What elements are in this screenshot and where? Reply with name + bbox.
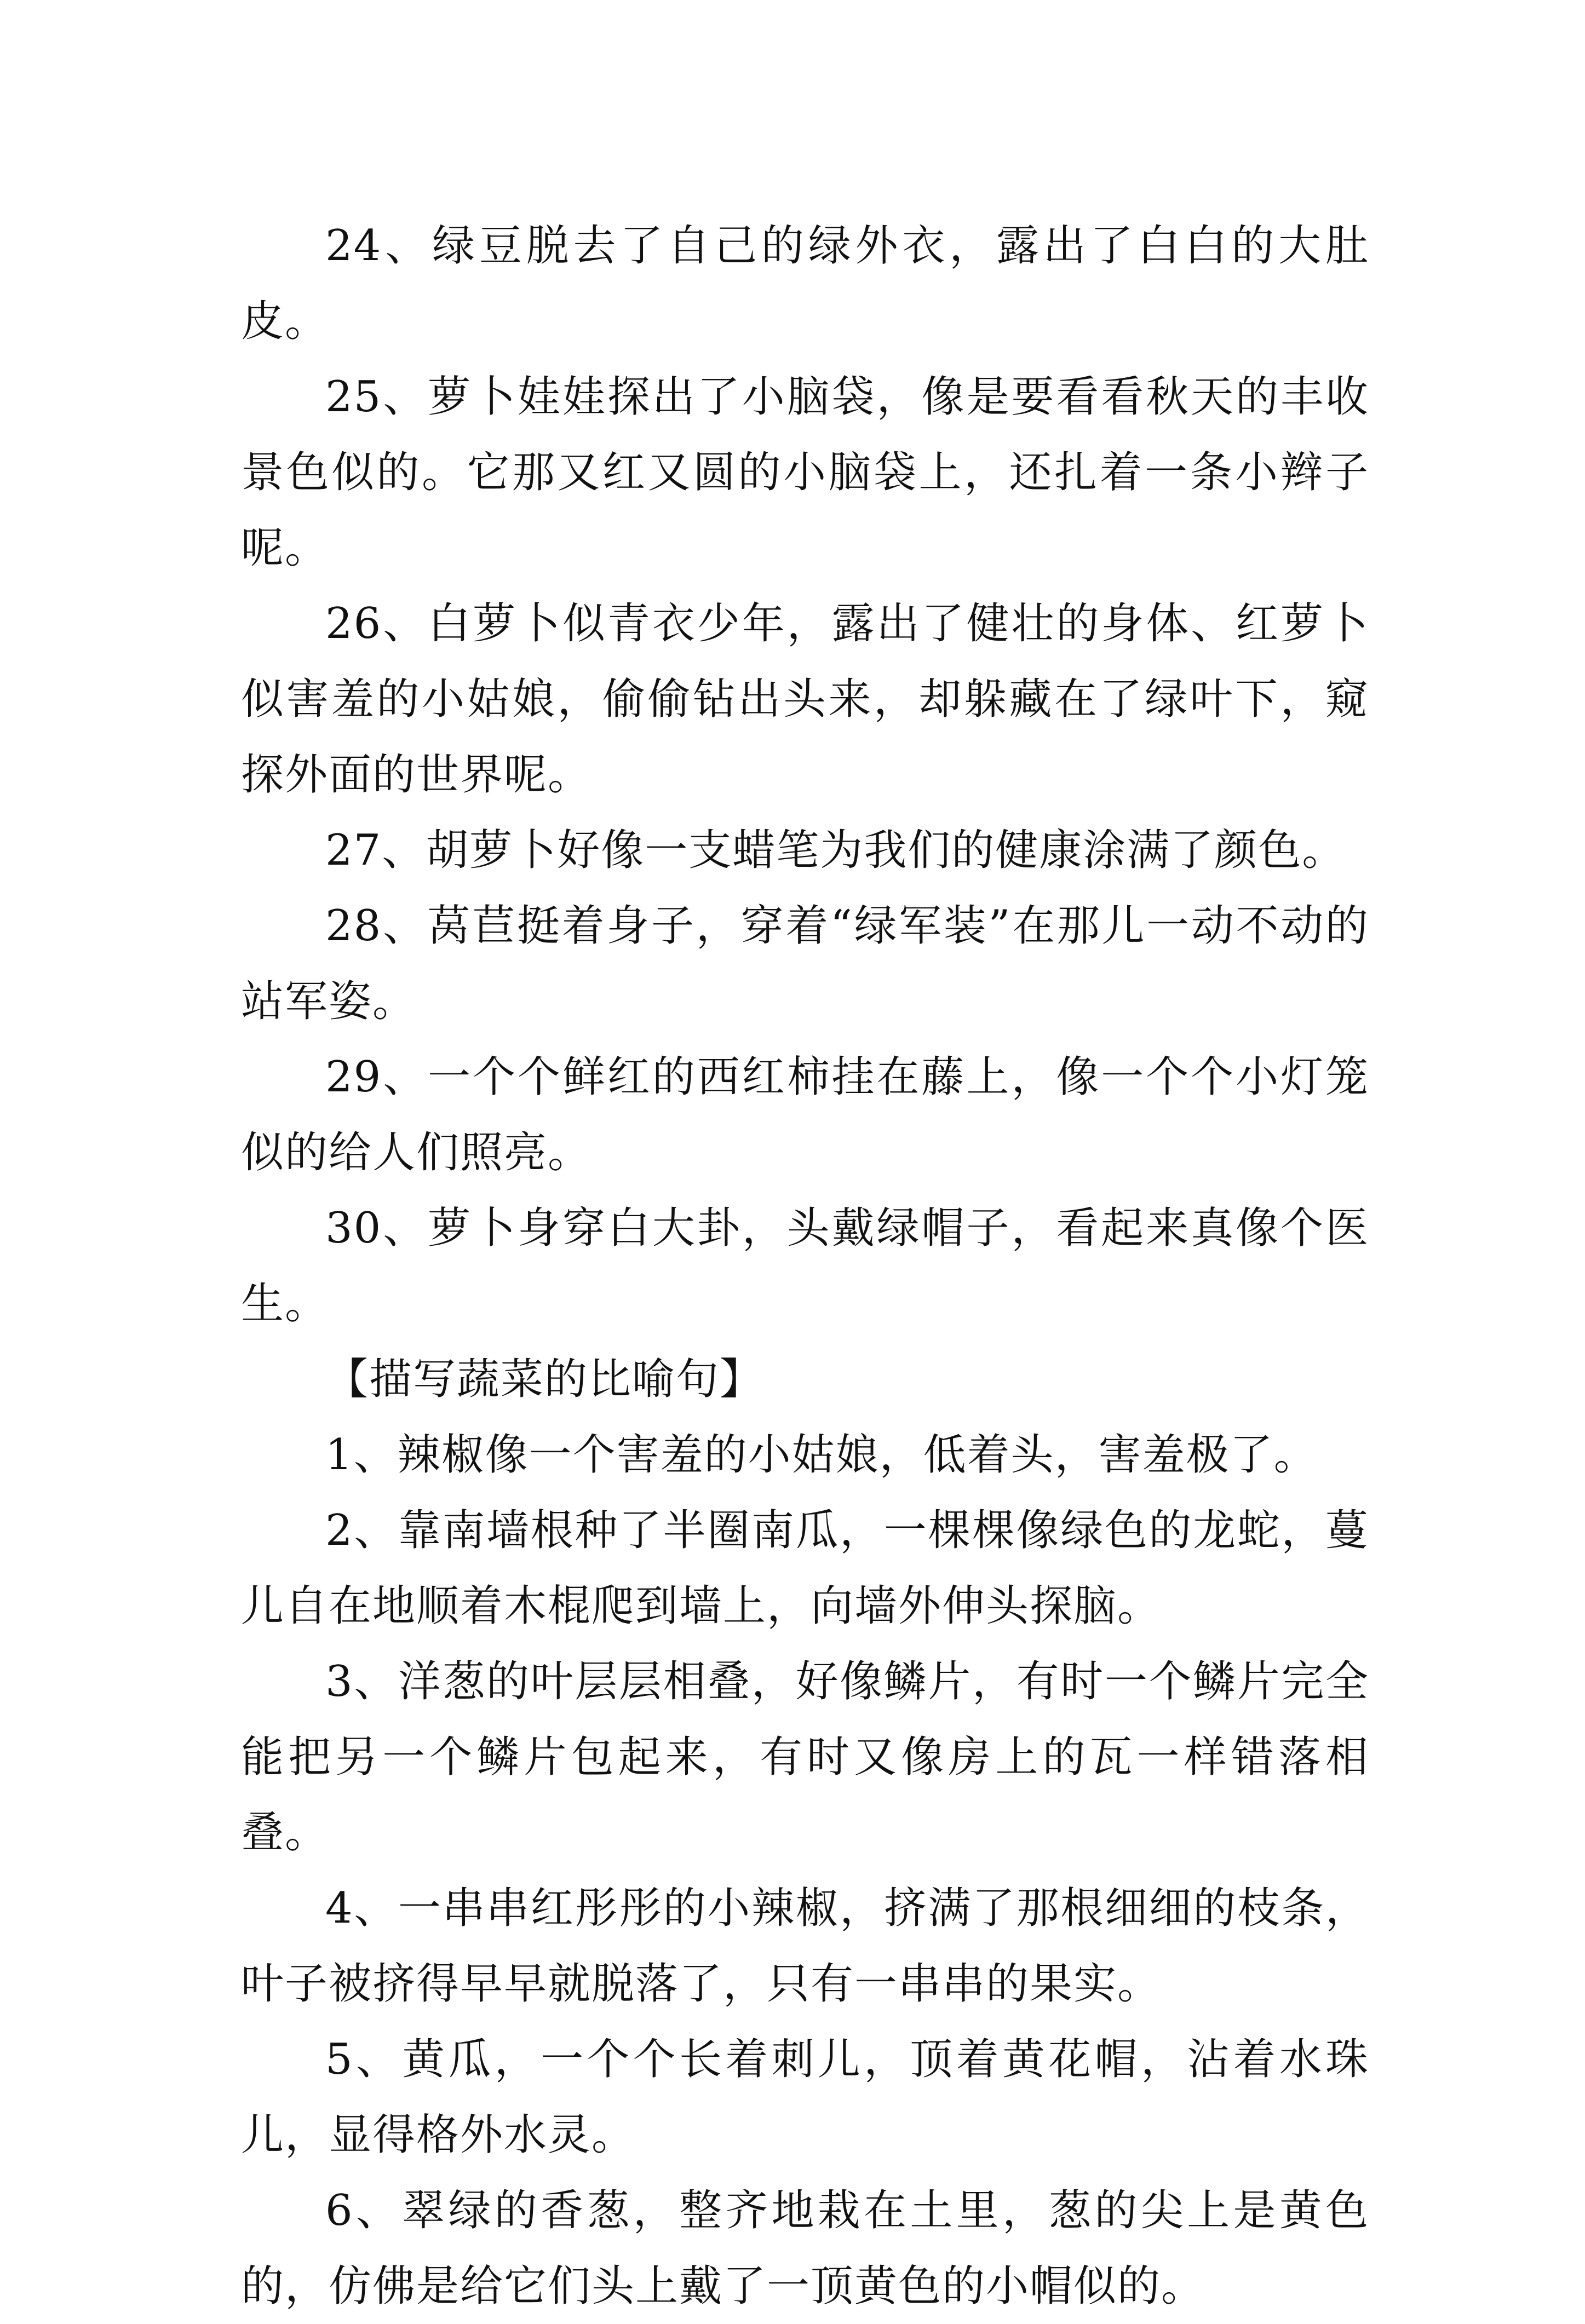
paragraph-item-1: 1、辣椒像一个害羞的小姑娘，低着头，害羞极了。 (325, 1430, 1318, 1480)
paragraph-item-3: 3、洋葱的叶层层相叠，好像鳞片，有时一个鳞片完全能把另一个鳞片包起来，有时又像房上的瓦一样错落相叠。 (241, 1657, 1369, 1857)
paragraph-item-30: 30、萝卜身穿白大卦，头戴绿帽子，看起来真像个医生。 (241, 1204, 1369, 1328)
paragraph-item-26: 26、白萝卜似青衣少年，露出了健壮的身体、红萝卜似害羞的小姑娘，偷偷钻出头来，却躲藏在了绿叶下，窥探外面的世界呢。 (241, 599, 1369, 799)
paragraph-item-4: 4、一串串红彤彤的小辣椒，挤满了那根细细的枝条，叶子被挤得早早就脱落了，只有一串串的果实。 (241, 1884, 1369, 2009)
paragraph-item-2: 2、靠南墙根种了半圈南瓜，一棵棵像绿色的龙蛇，蔓儿自在地顺着木棍爬到墙上，向墙外伸头探脑。 (241, 1506, 1369, 1631)
section-heading: 【描写蔬菜的比喻句】 (325, 1355, 764, 1404)
paragraph-item-25: 25、萝卜娃娃探出了小脑袋，像是要看看秋天的丰收景色似的。它那又红又圆的小脑袋上，还扎着一条小辫子呢。 (241, 372, 1369, 573)
paragraph-item-5: 5、黄瓜，一个个长着刺儿，顶着黄花帽，沾着水珠儿，显得格外水灵。 (241, 2035, 1369, 2160)
paragraph-item-29: 29、一个个鲜红的西红柿挂在藤上，像一个个小灯笼似的给人们照亮。 (241, 1052, 1369, 1177)
paragraph-item-24: 24、绿豆脱去了自己的绿外衣，露出了白白的大肚皮。 (241, 221, 1369, 346)
paragraph-item-28: 28、莴苣挺着身子，穿着“绿军装”在那儿一动不动的站军姿。 (241, 901, 1369, 1026)
document-body (241, 208, 1369, 2324)
paragraph-item-6: 6、翠绿的香葱，整齐地栽在土里，葱的尖上是黄色的，仿佛是给它们头上戴了一顶黄色的小帽似的。 (241, 2186, 1369, 2311)
paragraph-item-27: 27、胡萝卜好像一支蜡笔为我们的健康涂满了颜色。 (325, 826, 1346, 875)
